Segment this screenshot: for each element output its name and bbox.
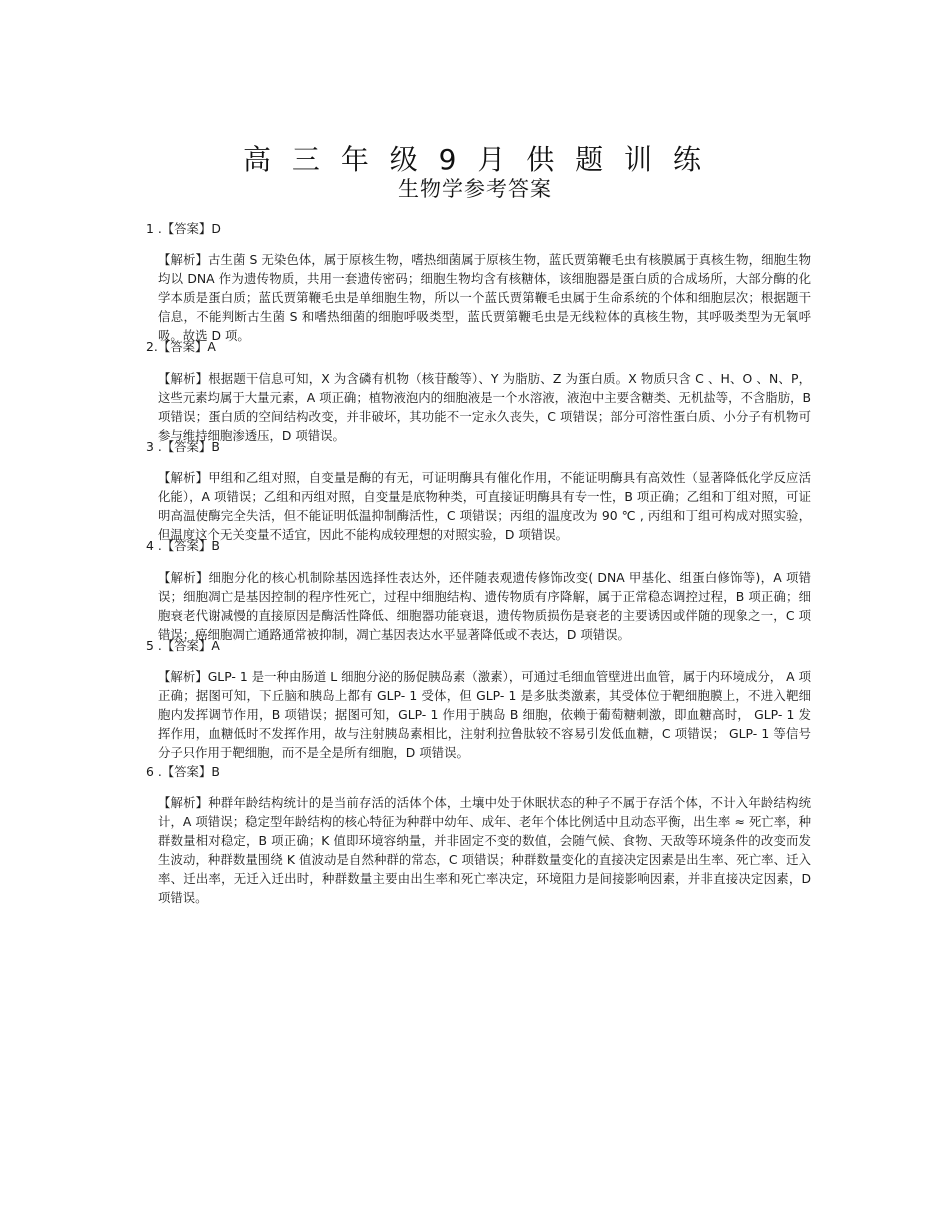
answer-line: 4 .【答案】B <box>146 538 220 554</box>
analysis-text: 【解析】GLP- 1 是一种由肠道 L 细胞分泌的肠促胰岛素（激素），可通过毛细血管壁进出血管，属于内环境成分， A 项正确；据图可知，下丘脑和胰岛上都有 GLP- 1 受体，但 GLP- 1 是多肽类激素，其受体位于靶细胞膜上，不进入靶细胞内发挥调节作用，B 项错误；据图可知，GLP- 1 作用于胰岛 B 细胞，依赖于葡萄糖刺激，即血糖高时， GLP- 1 发挥作用，血糖低时不发挥作用，故与注射胰岛素相比，注射利拉鲁肽较不容易引发低血糖，C 项错误； GLP- 1 等信号分子只作用于靶细胞，而不是全是所有细胞，D 项错误。 <box>158 668 811 760</box>
answer-line: 6 .【答案】B <box>146 763 220 779</box>
analysis-text: 【解析】细胞分化的核心机制除基因选择性表达外，还伴随表观遗传修饰改变( DNA 甲基化、组蛋白修饰等)，A 项错误；细胞凋亡是基因控制的程序性死亡，过程中细胞结构、遗传物质有序降解，属于正常稳态调控过程，B 项正确；细胞衰老代谢减慢的直接原因是酶活性降低、细胞器功能衰退，遗传物质损伤是衰老的主要诱因或伴随的现象之一，C 项错误；癌细胞凋亡通路通常被抑制，凋亡基因表达水平显著降低或不表达，D 项错误。 <box>158 569 811 642</box>
answer-list <box>146 219 811 907</box>
answer-line: 3 .【答案】B <box>146 438 220 454</box>
question-item-5 <box>146 636 811 762</box>
analysis-text: 【解析】甲组和乙组对照，自变量是酶的有无，可证明酶具有催化作用，不能证明酶具有高效性（显著降低化学反应活化能），A 项错误；乙组和丙组对照，自变量是底物种类，可直接证明酶具有专一性，B 项正确；乙组和丁组对照，可证明高温使酶完全失活，但不能证明低温抑制酶活性，C 项错误；丙组的温度改为 90 ℃ , 丙组和丁组可构成对照实验，但温度这个无关变量不适宜，因此不能构成较理想的对照实验，D 项错误。 <box>158 470 811 543</box>
page-title: 高 三 年 级 9 月 供 题 训 练 <box>243 143 707 176</box>
analysis-text: 【解析】种群年龄结构统计的是当前存活的活体个体，土壤中处于休眠状态的种子不属于存活个体，不计入年龄结构统计，A 项错误；稳定型年龄结构的核心特征为种群中幼年、成年、老年个体比例适中且动态平衡，出生率 ≈ 死亡率，种群数量相对稳定，B 项正确；K 值即环境容纳量，并非固定不变的数值，会随气候、食物、天敌等环境条件的改变而发生波动，种群数量围绕 K 值波动是自然种群的常态，C 项错误；种群数量变化的直接决定因素是出生率、死亡率、迁入率、迁出率，无迁入迁出时，种群数量主要由出生率和死亡率决定，环境阻力是间接影响因素，并非直接决定因素，D 项错误。 <box>158 795 811 906</box>
analysis-text: 【解析】古生菌 S 无染色体，属于原核生物，嗜热细菌属于原核生物，蓝氏贾第鞭毛虫有核膜属于真核生物，细胞生物均以 DNA 作为遗传物质，共用一套遗传密码；细胞生物均含有核糖体，该细胞器是蛋白质的合成场所，大部分酶的化学本质是蛋白质；蓝氏贾第鞭毛虫是单细胞生物，所以一个蓝氏贾第鞭毛虫属于生命系统的个体和细胞层次；根据题干信息，不能判断古生菌 S 和嗜热细菌的细胞呼吸类型，蓝氏贾第鞭毛虫是无线粒体的真核生物，其呼吸类型为无氧呼吸。故选 D 项。 <box>158 252 811 344</box>
question-item-1 <box>146 219 811 345</box>
question-item-4 <box>146 536 811 643</box>
answer-line: 1 .【答案】D <box>146 221 221 236</box>
question-item-2 <box>146 337 811 444</box>
question-item-3 <box>146 437 811 544</box>
answer-line: 2.【答案】A <box>146 339 216 355</box>
question-item-6 <box>146 762 811 907</box>
page-subtitle: 生物学参考答案 <box>398 177 552 201</box>
answer-line: 5 .【答案】A <box>146 637 220 653</box>
analysis-text: 【解析】根据题干信息可知，X 为含磷有机物（核苷酸等）、Y 为脂肪、Z 为蛋白质。X 物质只含 C 、H、O 、N、P，这些元素均属于大量元素，A 项正确；植物液泡内的细胞液是一个水溶液，液泡中主要含糖类、无机盐等，不含脂肪，B 项错误；蛋白质的空间结构改变，并非破坏，其功能不一定永久丧失，C 项错误；部分可溶性蛋白质、小分子有机物可参与维持细胞渗透压，D 项错误。 <box>158 370 811 443</box>
